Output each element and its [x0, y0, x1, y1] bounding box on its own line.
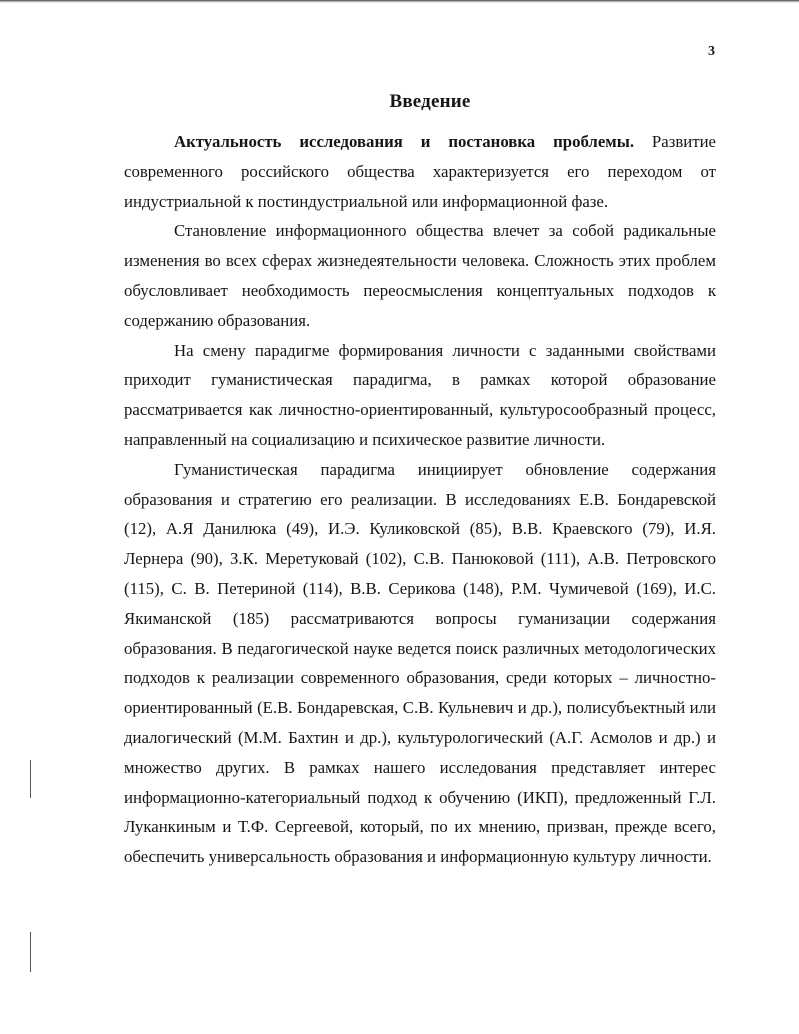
paragraph-lead: Актуальность исследования и постановка проблемы.: [174, 132, 635, 151]
section-heading: Введение: [389, 91, 471, 112]
scan-margin-mark: [30, 760, 31, 798]
paragraph: [124, 127, 716, 216]
scan-margin-mark: [30, 932, 31, 972]
paragraph: На смену парадигме формирования личности с заданными свойствами приходит гуманистическая парадигма, в рамках которой образование рассматривается как личностно-ориентированный, культуросообразный процесс, направленный на социализацию и психическое развитие личности.: [124, 340, 716, 449]
page-number: 3: [708, 44, 715, 59]
document-body: [124, 127, 716, 872]
paragraph: Гуманистическая парадигма инициирует обновление содержания образования и стратегию его реализации. В исследованиях Е.В. Бондаревской (12), А.Я Данилюка (49), И.Э. Куликовской (85), В.В. Краевского (79), И.Я. Лернера (90), З.К. Меретуковай (102), С.В. Панюковой (111), А.В. Петровского (115), С. В. Петериной (114), В.В. Серикова (148), Р.М. Чумичевой (169), И.С. Якиманской (185) рассматриваются вопросы гуманизации содержания образования. В педагогической науке ведется поиск различных методологических подходов к реализации современного образования, среди которых – личностно-ориентированный (Е.В. Бондаревская, С.В. Кульневич и др.), полисубъектный или диалогический (М.М. Бахтин и др.), культурологический (А.Г. Асмолов и др.) и множество других. В рамках нашего исследования представляет интерес информационно-категориальный подход к обучению (ИКП), предложенный Г.Л. Луканкиным и Т.Ф. Сергеевой, который, по их мнению, призван, прежде всего, обеспечить универсальность образования и информационную культуру личности.: [124, 459, 716, 867]
paragraph: Становление информационного общества влечет за собой радикальные изменения во всех сферах жизнедеятельности человека. Сложность этих проблем обусловливает необходимость переосмысления концептуальных подходов к содержанию образования.: [124, 221, 716, 330]
scan-top-edge: [0, 0, 799, 3]
paragraph-text: Развитие современного российского общества характеризуется его переходом от индустриальной к постиндустриальной или информационной фазе.: [124, 132, 717, 211]
